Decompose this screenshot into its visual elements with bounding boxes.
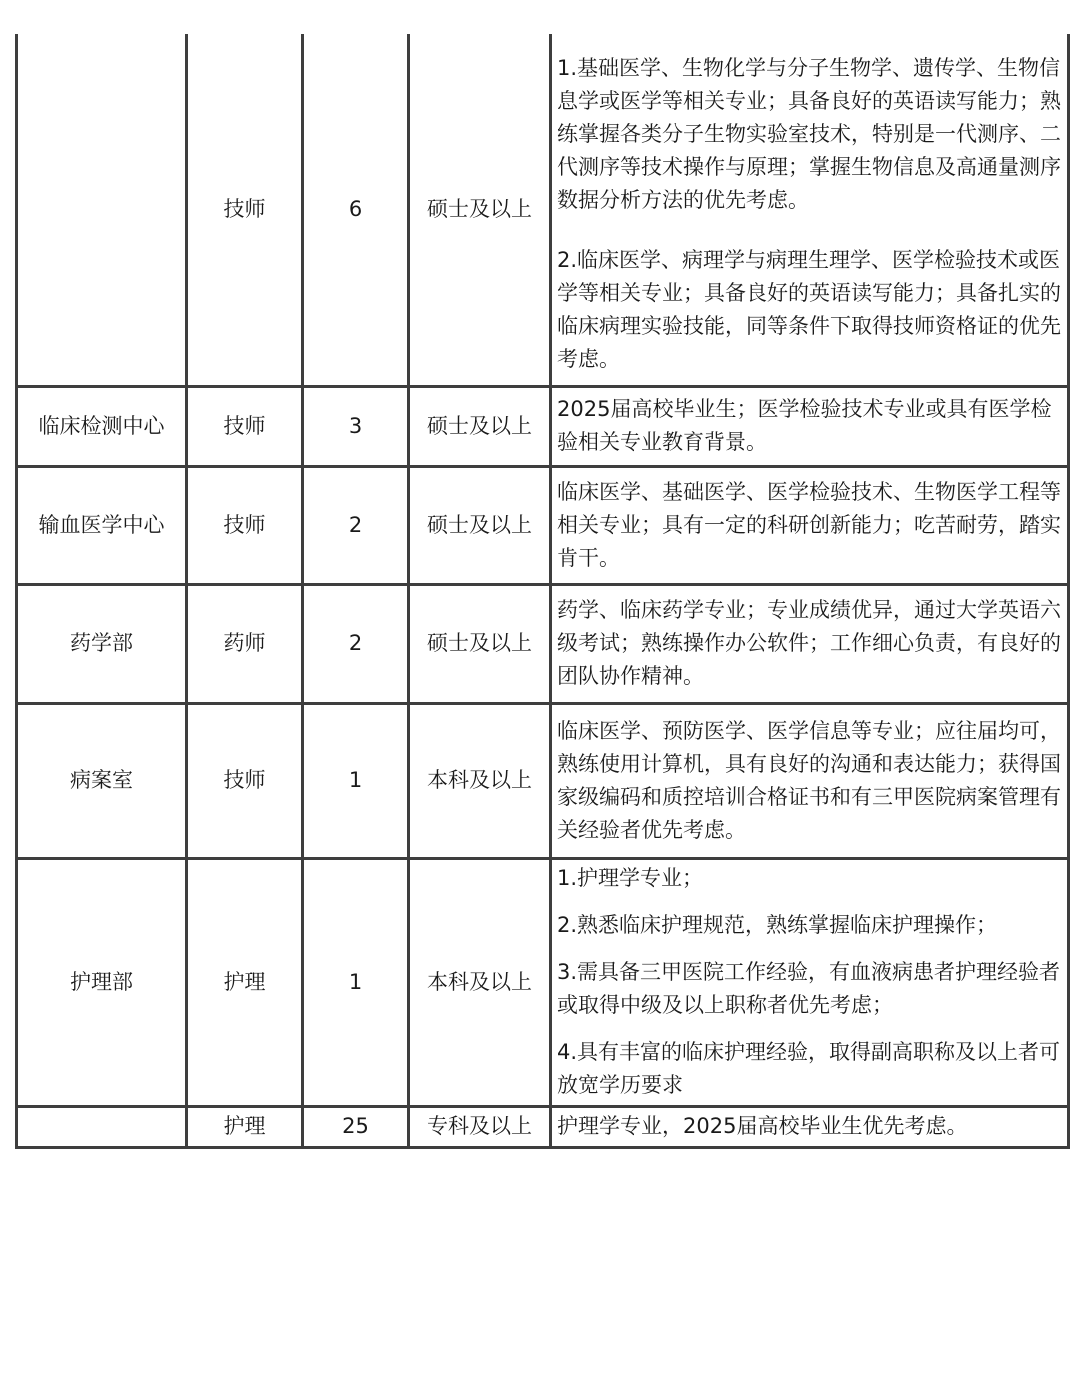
table-row [17, 703, 1069, 858]
position-cell: 护理 [187, 1106, 303, 1147]
department-cell: 临床检测中心 [17, 386, 187, 466]
requirement-item: 2025届高校毕业生；医学检验技术专业或具有医学检验相关专业教育背景。 [557, 397, 1052, 454]
requirements-cell [551, 1106, 1069, 1147]
requirements-cell [551, 858, 1069, 1106]
department-cell: 病案室 [17, 703, 187, 858]
count-cell: 1 [303, 858, 409, 1106]
department-cell [17, 1106, 187, 1147]
requirement-item: 1.护理学专业； [557, 866, 704, 890]
recruitment-table [15, 34, 1070, 1149]
position-cell: 护理 [187, 858, 303, 1106]
count-cell: 1 [303, 703, 409, 858]
requirement-item: 3.需具备三甲医院工作经验，有血液病患者护理经验者或取得中级及以上职称者优先考虑； [557, 960, 1061, 1017]
department-cell: 输血医学中心 [17, 466, 187, 584]
education-cell: 本科及以上 [409, 703, 551, 858]
count-cell: 6 [303, 34, 409, 386]
requirement-item: 2.临床医学、病理学与病理生理学、医学检验技术或医学等相关专业；具备良好的英语读写能力；具备扎实的临床病理实验技能，同等条件下取得技师资格证的优先考虑。 [557, 248, 1061, 371]
requirement-item: 药学、临床药学专业；专业成绩优异，通过大学英语六级考试；熟练操作办公软件；工作细心负责，有良好的团队协作精神。 [557, 598, 1061, 688]
position-cell: 药师 [187, 584, 303, 703]
count-cell: 25 [303, 1106, 409, 1147]
requirements-cell [551, 34, 1069, 386]
position-cell: 技师 [187, 466, 303, 584]
requirement-item: 1.基础医学、生物化学与分子生物学、遗传学、生物信息学或医学等相关专业；具备良好的英语读写能力；熟练掌握各类分子生物实验室技术，特别是一代测序、二代测序等技术操作与原理；掌握生物信息及高通量测序数据分析方法的优先考虑。 [557, 56, 1061, 212]
requirement-item: 临床医学、预防医学、医学信息等专业；应往届均可，熟练使用计算机，具有良好的沟通和表达能力；获得国家级编码和质控培训合格证书和有三甲医院病案管理有关经验者优先考虑。 [557, 718, 1061, 842]
count-cell: 2 [303, 584, 409, 703]
table-row [17, 386, 1069, 466]
position-cell: 技师 [187, 34, 303, 386]
education-cell: 硕士及以上 [409, 386, 551, 466]
requirements-cell [551, 703, 1069, 858]
requirements-cell [551, 466, 1069, 584]
education-cell: 硕士及以上 [409, 584, 551, 703]
table-row [17, 584, 1069, 703]
count-cell: 2 [303, 466, 409, 584]
education-cell: 硕士及以上 [409, 34, 551, 386]
department-cell [17, 34, 187, 386]
requirement-item: 4.具有丰富的临床护理经验，取得副高职称及以上者可放宽学历要求 [557, 1040, 1061, 1097]
requirements-cell [551, 386, 1069, 466]
education-cell: 本科及以上 [409, 858, 551, 1106]
count-cell: 3 [303, 386, 409, 466]
table-row [17, 1106, 1069, 1147]
requirements-cell [551, 584, 1069, 703]
position-cell: 技师 [187, 703, 303, 858]
department-cell: 护理部 [17, 858, 187, 1106]
requirement-item: 临床医学、基础医学、医学检验技术、生物医学工程等相关专业；具有一定的科研创新能力；吃苦耐劳，踏实肯干。 [557, 479, 1061, 570]
education-cell: 专科及以上 [409, 1106, 551, 1147]
requirement-item: 2.熟悉临床护理规范，熟练掌握临床护理操作； [557, 913, 998, 937]
department-cell: 药学部 [17, 584, 187, 703]
position-cell: 技师 [187, 386, 303, 466]
table-row [17, 466, 1069, 584]
education-cell: 硕士及以上 [409, 466, 551, 584]
table-row [17, 34, 1069, 386]
table-row [17, 858, 1069, 1106]
requirement-item: 护理学专业，2025届高校毕业生优先考虑。 [557, 1114, 968, 1138]
